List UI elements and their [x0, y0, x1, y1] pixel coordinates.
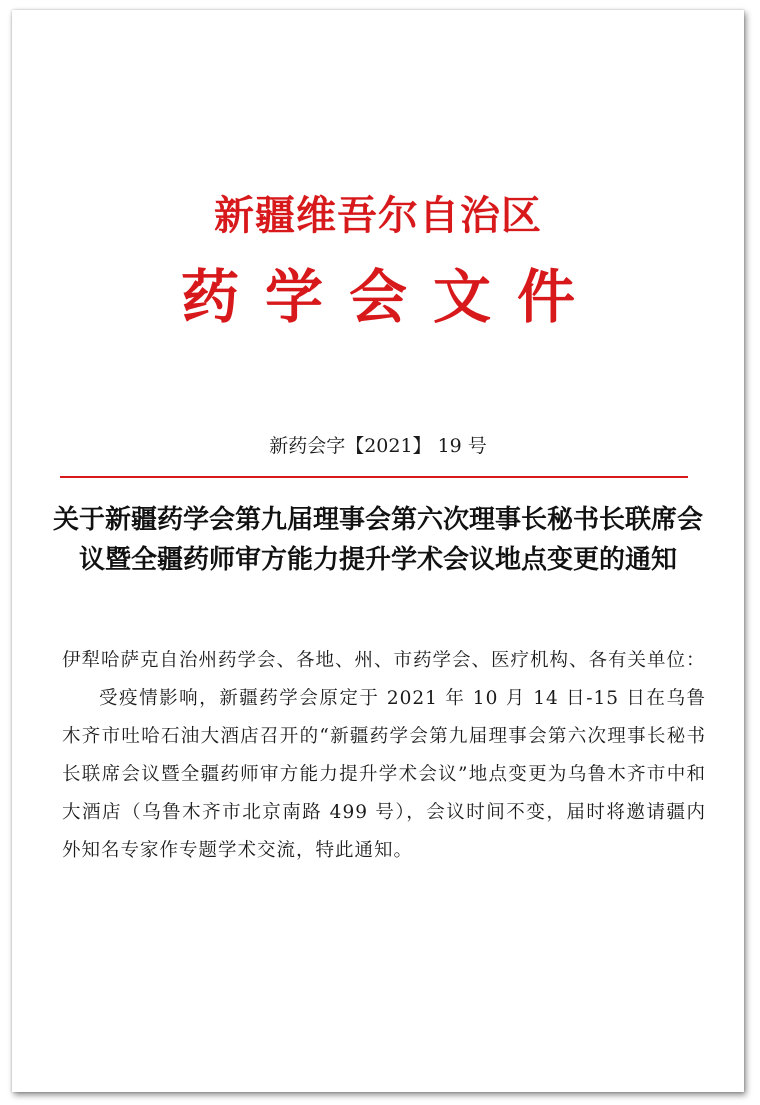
body-paragraph: 受疫情影响，新疆药学会原定于 2021 年 10 月 14 日-15 日在乌鲁木齐市吐哈石油大酒店召开的“新疆药学会第九届理事会第六次理事长秘书长联席会议暨全疆药师审方能力提升学术会议”地点变更为乌鲁木齐市中和大酒店（乌鲁木齐市北京南路 499 号），会议时间不变，届时将邀请疆内外知名专家作专题学术交流，特此通知。: [62, 688, 706, 861]
red-divider: [60, 476, 688, 478]
document-page: [12, 10, 744, 1092]
notice-body: [62, 642, 706, 870]
notice-title: 关于新疆药学会第九届理事会第六次理事长秘书长联席会议暨全疆药师审方能力提升学术会议地点变更的通知: [52, 505, 703, 575]
org-name-line2: 药学会文件: [180, 263, 601, 331]
document-number: 新药会字【2021】 19 号: [269, 435, 487, 457]
org-name-line1: 新疆维吾尔自治区: [214, 192, 542, 239]
salutation: 伊犁哈萨克自治州药学会、各地、州、市药学会、医疗机构、各有关单位：: [62, 650, 706, 671]
